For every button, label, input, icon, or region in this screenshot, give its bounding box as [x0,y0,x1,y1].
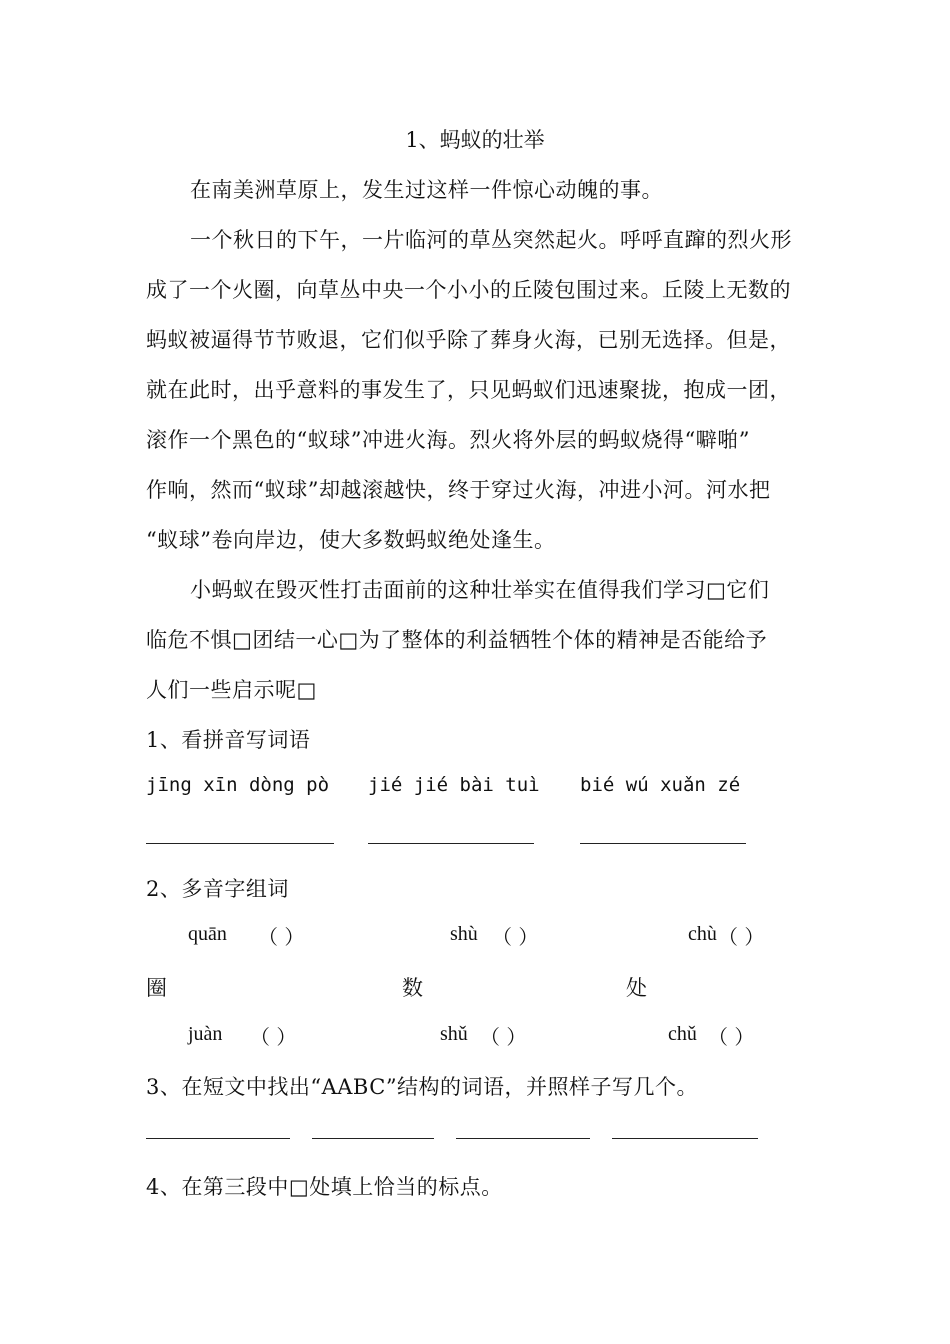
pinyin-shu3: shǔ [440,1023,468,1045]
paragraph-line: 人们一些启示呢□ [146,678,317,702]
answer-paren[interactable]: （ ） [250,1025,297,1049]
answer-paren[interactable]: （ ） [258,925,305,949]
paragraph-line: 一个秋日的下午，一片临河的草丛突然起火。呼呼直蹿的烈火形 [190,228,792,252]
paragraph-line: 作响，然而“蚁球”却越滚越快，终于穿过火海，冲进小河。河水把 [146,478,771,502]
answer-blank-7[interactable] [612,1138,758,1139]
answer-paren[interactable]: （ ） [492,925,539,949]
answer-paren[interactable]: （ ） [708,1025,755,1049]
paragraph-line: 就在此时，出乎意料的事发生了，只见蚂蚁们迅速聚拢，抱成一团， [146,378,791,402]
answer-blank-6[interactable] [456,1138,590,1139]
answer-blank-1[interactable] [146,843,334,844]
answer-blank-5[interactable] [312,1138,434,1139]
pinyin-quan: quān [188,923,227,945]
pinyin-chu4: chù [688,923,717,945]
paragraph-line: 成了一个火圈，向草丛中央一个小小的丘陵包围过来。丘陵上无数的 [146,278,791,302]
pinyin-3: bié wú xuǎn zé [580,774,741,796]
question-3-label: 3、在短文中找出“AABC”结构的词语，并照样子写几个。 [146,1075,699,1099]
char-shu: 数 [402,976,423,1000]
answer-blank-2[interactable] [368,843,534,844]
answer-blank-4[interactable] [146,1138,290,1139]
char-quan: 圈 [146,976,167,1000]
pinyin-juan: juàn [188,1023,223,1045]
paragraph-line: 在南美洲草原上，发生过这样一件惊心动魄的事。 [190,178,663,202]
pinyin-shu4: shù [450,923,478,945]
question-4-label: 4、在第三段中□处填上恰当的标点。 [146,1175,503,1199]
answer-blank-3[interactable] [580,843,746,844]
article-title: 1、蚂蚁的壮举 [405,128,545,152]
paragraph-line: 小蚂蚁在毁灭性打击面前的这种壮举实在值得我们学习□它们 [190,578,770,602]
paragraph-line: “蚁球”卷向岸边，使大多数蚂蚁绝处逢生。 [146,528,556,552]
paragraph-line: 滚作一个黑色的“蚁球”冲进火海。烈火将外层的蚂蚁烧得“噼啪” [146,428,750,452]
question-2-label: 2、多音字组词 [146,877,289,901]
paragraph-line: 临危不惧□团结一心□为了整体的利益牺牲个体的精神是否能给予 [146,628,768,652]
answer-paren[interactable]: （ ） [718,925,765,949]
pinyin-1: jīng xīn dòng pò [146,774,330,796]
pinyin-chu3: chǔ [668,1023,697,1045]
char-chu: 处 [626,976,647,1000]
pinyin-2: jié jié bài tuì [368,774,540,796]
paragraph-line: 蚂蚁被逼得节节败退，它们似乎除了葬身火海，已别无选择。但是， [146,328,791,352]
answer-paren[interactable]: （ ） [480,1025,527,1049]
question-1-label: 1、看拼音写词语 [146,728,311,752]
